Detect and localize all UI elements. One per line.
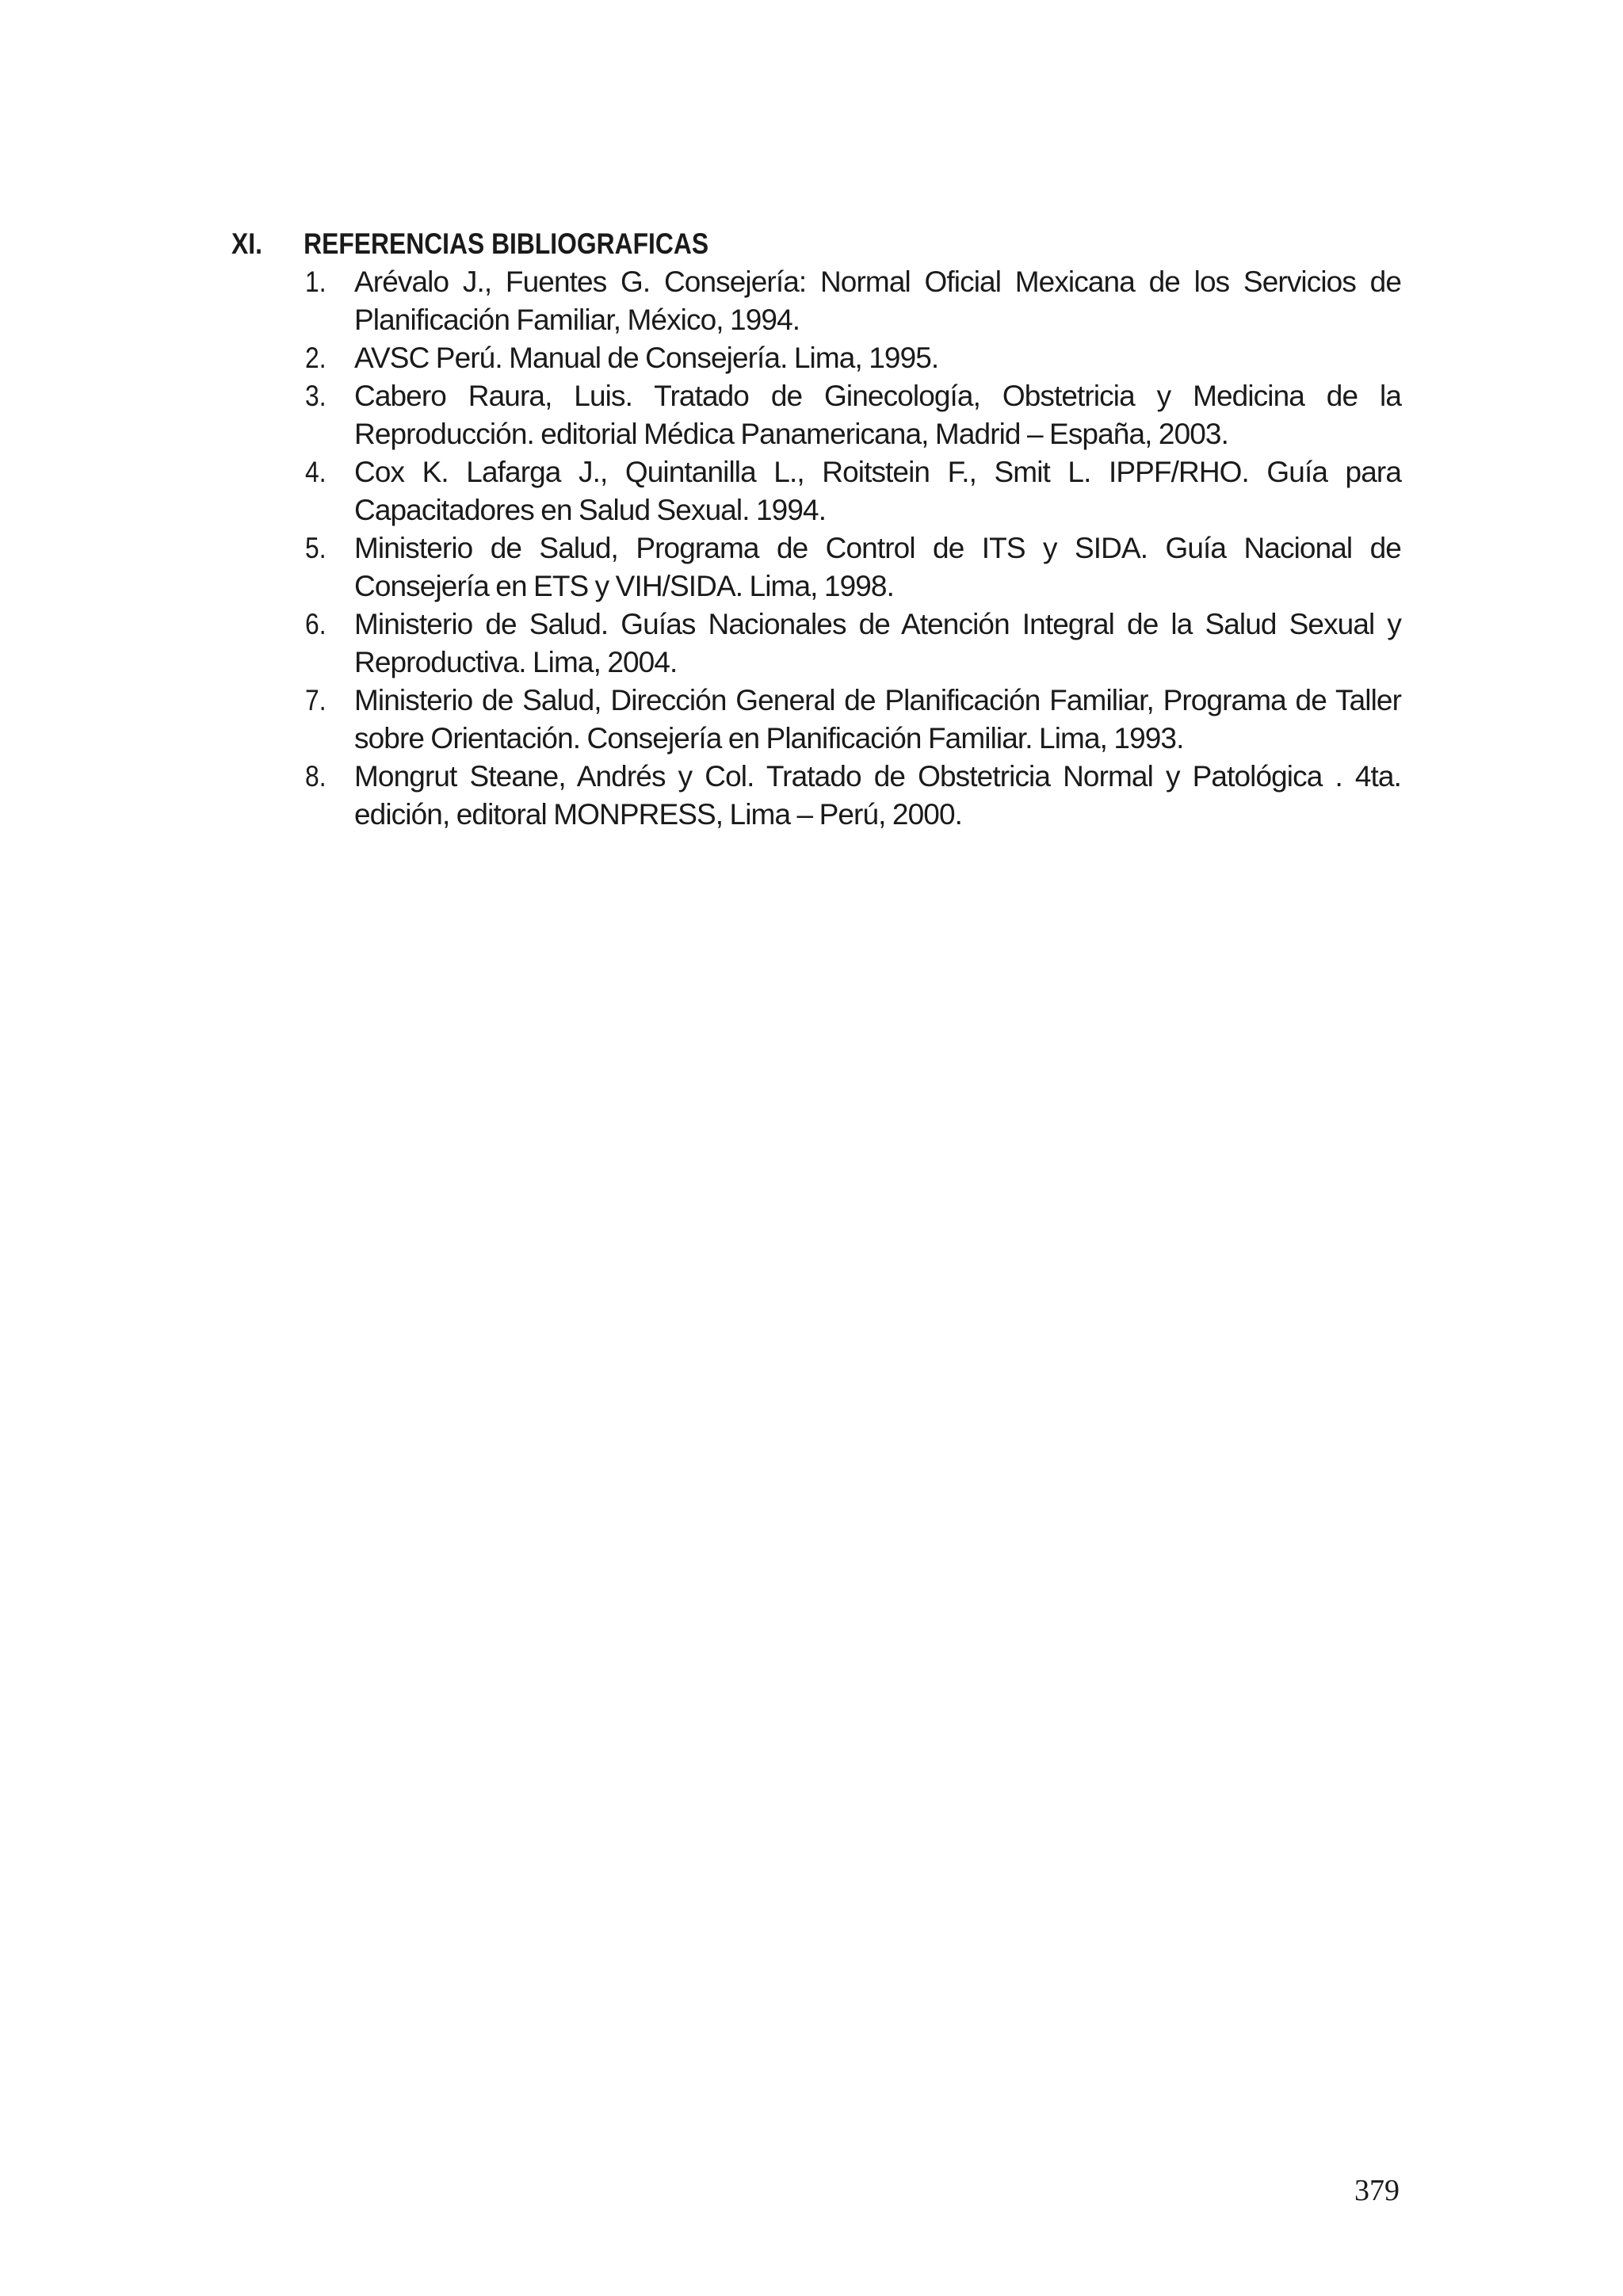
reference-item [305, 529, 1401, 606]
page-number: 379 [1354, 2174, 1400, 2207]
reference-text: Cox K. Lafarga J., Quintanilla L., Roitstein F., Smit L. IPPF/RHO. Guía para Capacitadores en Salud Sexual. 1994. [354, 456, 1401, 526]
reference-text: Cabero Raura, Luis. Tratado de Ginecología, Obstetricia y Medicina de la Reproducción. editorial Médica Panamericana, Madrid – España, 2003. [354, 380, 1401, 450]
reference-text: Ministerio de Salud. Guías Nacionales de Atención Integral de la Salud Sexual y Reproductiva. Lima, 2004. [354, 608, 1401, 678]
reference-text: Arévalo J., Fuentes G. Consejería: Normal Oficial Mexicana de los Servicios de Planificación Familiar, México, 1994. [354, 266, 1401, 336]
reference-text: Ministerio de Salud, Dirección General de Planificación Familiar, Programa de Taller sobre Orientación. Consejería en Planificación Familiar. Lima, 1993. [354, 684, 1401, 755]
reference-number: 2. [305, 342, 327, 374]
reference-number: 1. [305, 266, 327, 298]
reference-number: 4. [305, 456, 327, 488]
reference-number: 7. [305, 684, 327, 716]
section-title: REFERENCIAS BIBLIOGRAFICAS [304, 227, 709, 260]
section-heading [231, 225, 1401, 263]
reference-number: 6. [305, 608, 327, 640]
reference-number: 5. [305, 532, 327, 564]
reference-text: Ministerio de Salud, Programa de Control de ITS y SIDA. Guía Nacional de Consejería en ETS y VIH/SIDA. Lima, 1998. [354, 532, 1401, 602]
reference-item [305, 263, 1401, 339]
reference-item [305, 606, 1401, 682]
reference-list [305, 263, 1401, 834]
references-section [231, 225, 1401, 834]
reference-text: AVSC Perú. Manual de Consejería. Lima, 1995. [354, 342, 939, 374]
section-number: XI. [231, 227, 262, 260]
reference-text: Mongrut Steane, Andrés y Col. Tratado de Obstetricia Normal y Patológica . 4ta. edición, editoral MONPRESS, Lima – Perú, 2000. [354, 760, 1401, 831]
reference-number: 3. [305, 380, 327, 412]
reference-item [305, 339, 1401, 377]
reference-item [305, 377, 1401, 453]
reference-number: 8. [305, 760, 327, 793]
reference-item [305, 682, 1401, 758]
reference-item [305, 758, 1401, 834]
reference-item [305, 453, 1401, 529]
